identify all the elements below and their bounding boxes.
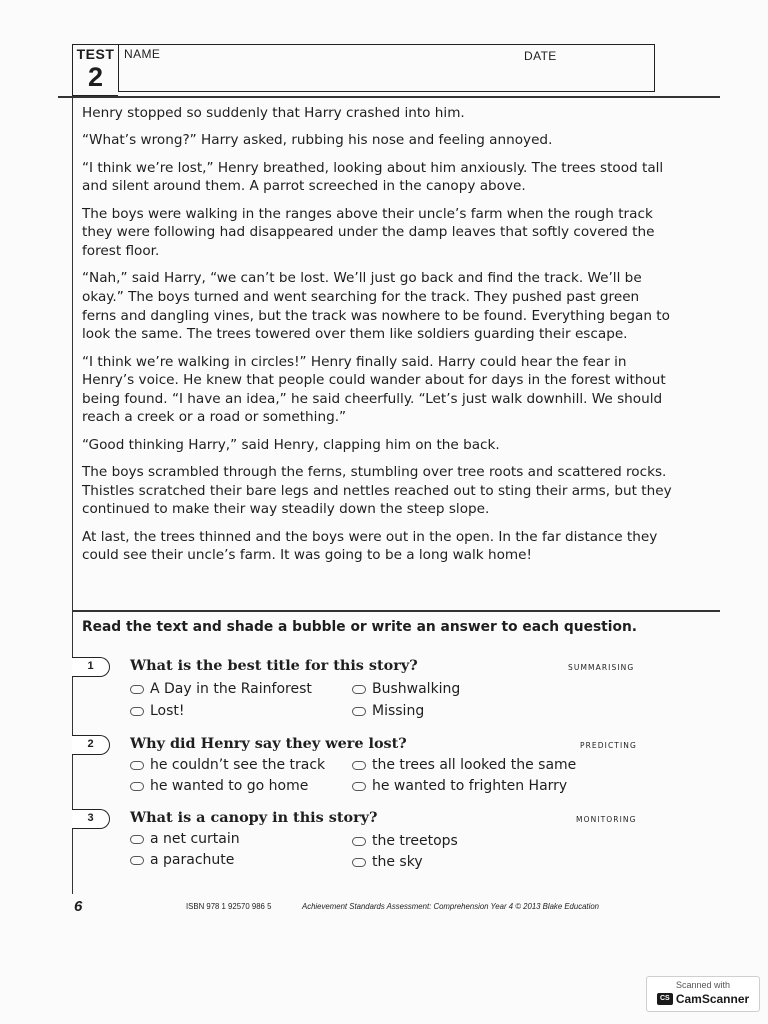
section-divider bbox=[72, 610, 720, 612]
question-number-badge: 1 bbox=[72, 657, 110, 677]
option-bushwalking[interactable] bbox=[352, 681, 460, 697]
answer-bubble[interactable] bbox=[130, 835, 144, 844]
passage-paragraph: “Nah,” said Harry, “we can’t be lost. We’ll just go back and find the track. We’ll be okay.” The boys turned and went searching for the track. They pushed past green ferns and dangling vines, but the track was nowhere to be found. Everything began to look the same. The trees towered over them like soldiers guarding their escape. bbox=[82, 270, 670, 343]
option-missing[interactable] bbox=[352, 703, 424, 719]
page-number: 6 bbox=[74, 898, 83, 915]
option-label: Lost! bbox=[150, 703, 185, 719]
test-label: TEST bbox=[76, 46, 115, 62]
option-label: the trees all looked the same bbox=[372, 757, 577, 773]
option-label: a parachute bbox=[150, 852, 235, 868]
option-label: Missing bbox=[372, 703, 425, 719]
answer-bubble[interactable] bbox=[130, 761, 144, 770]
passage-paragraph: “I think we’re lost,” Henry breathed, looking about him anxiously. The trees stood tall and silent around them. A parrot screeched in the canopy above. bbox=[82, 159, 664, 195]
story-passage bbox=[82, 104, 672, 574]
test-number: 2 bbox=[87, 62, 104, 92]
skill-label: SUMMARISING bbox=[568, 663, 635, 672]
question-number-badge: 3 bbox=[72, 809, 110, 829]
question-text-start: What is a bbox=[130, 809, 211, 826]
answer-bubble[interactable] bbox=[352, 685, 366, 694]
camscanner-logo-icon: CS bbox=[657, 993, 673, 1005]
answer-bubble[interactable] bbox=[130, 782, 144, 791]
scanned-with-label: Scanned with bbox=[675, 980, 731, 990]
option-label: Bushwalking bbox=[372, 681, 461, 697]
option-label: A Day in the Rainforest bbox=[150, 681, 312, 697]
question-number-badge: 2 bbox=[72, 735, 110, 755]
answer-bubble[interactable] bbox=[130, 707, 144, 716]
option-label: the sky bbox=[372, 854, 423, 870]
option-label: he couldn’t see the track bbox=[150, 757, 326, 773]
camscanner-name: CamScanner bbox=[675, 992, 750, 1006]
passage-paragraph: At last, the trees thinned and the boys were out in the open. In the far distance they could see their uncle’s farm. It was going to be a long walk home! bbox=[82, 528, 658, 564]
skill-label: PREDICTING bbox=[580, 741, 637, 750]
passage-paragraph: Henry stopped so suddenly that Harry crashed into him. bbox=[82, 105, 465, 121]
option-treetops[interactable] bbox=[352, 833, 458, 849]
date-label: DATE bbox=[524, 49, 557, 63]
instructions: Read the text and shade a bubble or write an answer to each question. bbox=[82, 619, 638, 635]
header-divider bbox=[58, 96, 720, 98]
passage-paragraph: The boys were walking in the ranges above their uncle’s farm when the rough track they were following had disappeared under the damp leaves that softly covered the forest floor. bbox=[82, 205, 655, 259]
option-lost[interactable] bbox=[130, 703, 185, 719]
option-couldnt-see-track[interactable] bbox=[130, 757, 325, 773]
option-trees-looked-same[interactable] bbox=[352, 757, 576, 773]
question-text: Why did Henry say they were lost? bbox=[130, 735, 407, 752]
question-text bbox=[130, 809, 377, 826]
option-parachute[interactable] bbox=[130, 852, 234, 868]
answer-bubble[interactable] bbox=[130, 856, 144, 865]
answer-bubble[interactable] bbox=[352, 837, 366, 846]
answer-bubble[interactable] bbox=[352, 782, 366, 791]
question-text-end: in this story? bbox=[267, 809, 378, 826]
citation-text: Achievement Standards Assessment: Comprehension Year 4 © 2013 Blake Education bbox=[302, 902, 600, 911]
passage-paragraph: “I think we’re walking in circles!” Henry finally said. Harry could hear the fear in Henry’s voice. He knew that people could wander about for days in the forest without being found. “I have an idea,” he said cheerfully. “Let’s just walk downhill. We should reach a creek or a road or something.” bbox=[82, 353, 666, 426]
name-date-box bbox=[118, 44, 655, 92]
test-badge bbox=[72, 44, 118, 96]
option-wanted-to-go-home[interactable] bbox=[130, 778, 308, 794]
option-a-day-in-the-rainforest[interactable] bbox=[130, 681, 312, 697]
passage-paragraph: The boys scrambled through the ferns, stumbling over tree roots and scattered rocks. Thistles scratched their bare legs and nettles reached out to sting their arms, but they continued to make their way steadily down the steep slope. bbox=[82, 464, 672, 518]
camscanner-watermark bbox=[646, 976, 760, 1012]
answer-bubble[interactable] bbox=[352, 707, 366, 716]
option-net-curtain[interactable] bbox=[130, 831, 240, 847]
option-label: the treetops bbox=[372, 833, 458, 849]
camscanner-logo-row bbox=[647, 992, 759, 1006]
option-label: he wanted to frighten Harry bbox=[372, 778, 568, 794]
answer-bubble[interactable] bbox=[130, 685, 144, 694]
left-margin-rule bbox=[72, 96, 73, 894]
option-label: a net curtain bbox=[150, 831, 240, 847]
skill-label: MONITORING bbox=[576, 815, 637, 824]
question-keyword: canopy bbox=[210, 809, 268, 826]
option-the-sky[interactable] bbox=[352, 854, 423, 870]
name-label: NAME bbox=[124, 47, 161, 61]
question-text: What is the best title for this story? bbox=[130, 657, 418, 674]
passage-paragraph: “What’s wrong?” Harry asked, rubbing his nose and feeling annoyed. bbox=[82, 132, 553, 149]
isbn-text: ISBN 978 1 92570 986 5 bbox=[186, 902, 272, 911]
answer-bubble[interactable] bbox=[352, 858, 366, 867]
option-label: he wanted to go home bbox=[150, 778, 309, 794]
option-frighten-harry[interactable] bbox=[352, 778, 567, 794]
passage-paragraph: “Good thinking Harry,” said Henry, clapping him on the back. bbox=[82, 436, 500, 453]
answer-bubble[interactable] bbox=[352, 761, 366, 770]
